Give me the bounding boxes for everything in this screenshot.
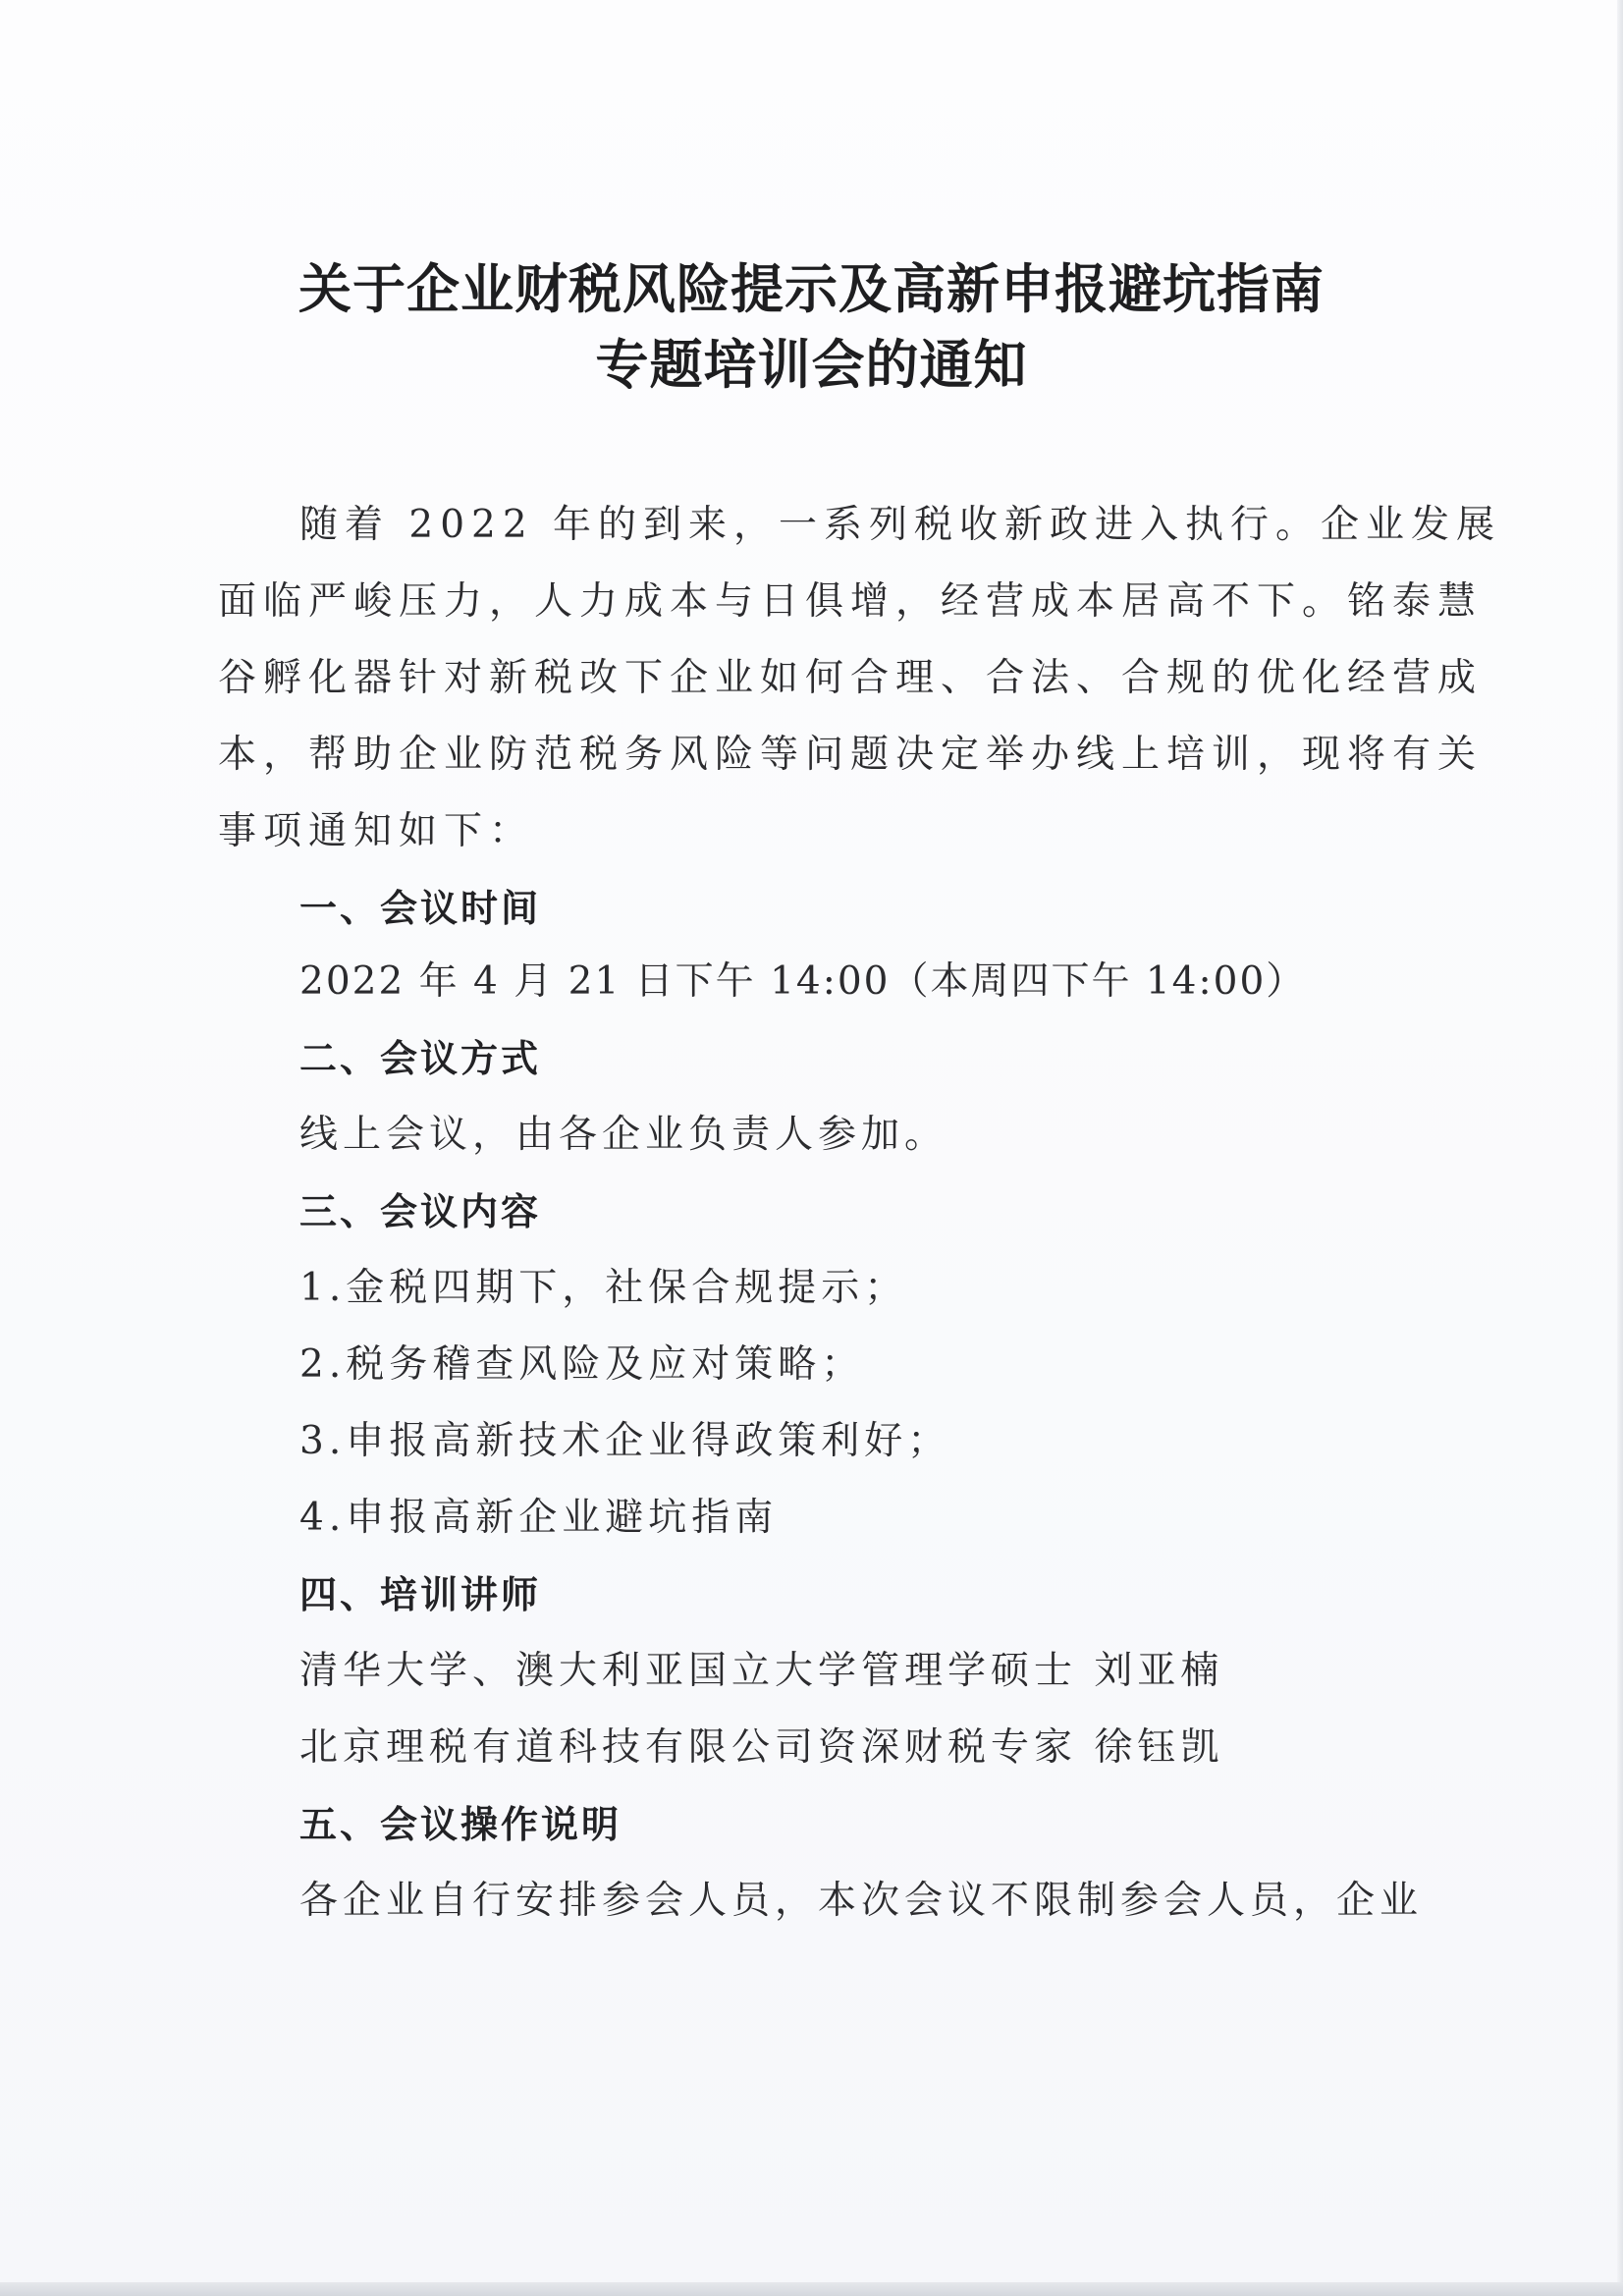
intro-line-4: 本，帮助企业防范税务风险等问题决定举办线上培训，现将有关 [218,733,1484,777]
section-heading-format: 二、会议方式 [299,1037,542,1080]
lecturer-2: 北京理税有道科技有限公司资深财税专家 徐钰凯 [299,1725,1224,1770]
section-heading-content: 三、会议内容 [299,1190,542,1233]
content-item-3: 3.申报高新技术企业得政策利好； [299,1419,951,1463]
intro-line-1: 随着 2022 年的到来，一系列税收新政进入执行。企业发展 [299,503,1502,547]
document-title-line-1: 关于企业财税风险提示及高新申报避坑指南 [298,258,1325,320]
section-heading-instructions: 五、会议操作说明 [299,1803,622,1846]
meeting-format-text: 线上会议，由各企业负责人参加。 [299,1113,948,1157]
meeting-time-text: 2022 年 4 月 21 日下午 14:00（本周四下午 14:00） [299,959,1307,1004]
lecturer-1: 清华大学、澳大利亚国立大学管理学硕士 刘亚楠 [299,1649,1224,1693]
document-title-line-2: 专题培训会的通知 [595,334,1028,396]
scan-edge-bottom [0,2282,1623,2296]
intro-line-3: 谷孵化器针对新税改下企业如何合理、合法、合规的优化经营成 [218,656,1484,700]
content-item-1: 1.金税四期下，社保合规提示； [299,1266,908,1310]
intro-line-2: 面临严峻压力，人力成本与日俱增，经营成本居高不下。铭泰慧 [218,579,1484,624]
scan-edge-right [1617,0,1623,2296]
instructions-line-1: 各企业自行安排参会人员，本次会议不限制参会人员，企业 [299,1879,1424,1923]
section-heading-lecturers: 四、培训讲师 [299,1573,542,1616]
section-heading-time: 一、会议时间 [299,887,542,930]
content-item-2: 2.税务稽查风险及应对策略； [299,1342,865,1387]
content-item-4: 4.申报高新企业避坑指南 [299,1496,779,1540]
intro-line-5: 事项通知如下： [218,809,535,853]
